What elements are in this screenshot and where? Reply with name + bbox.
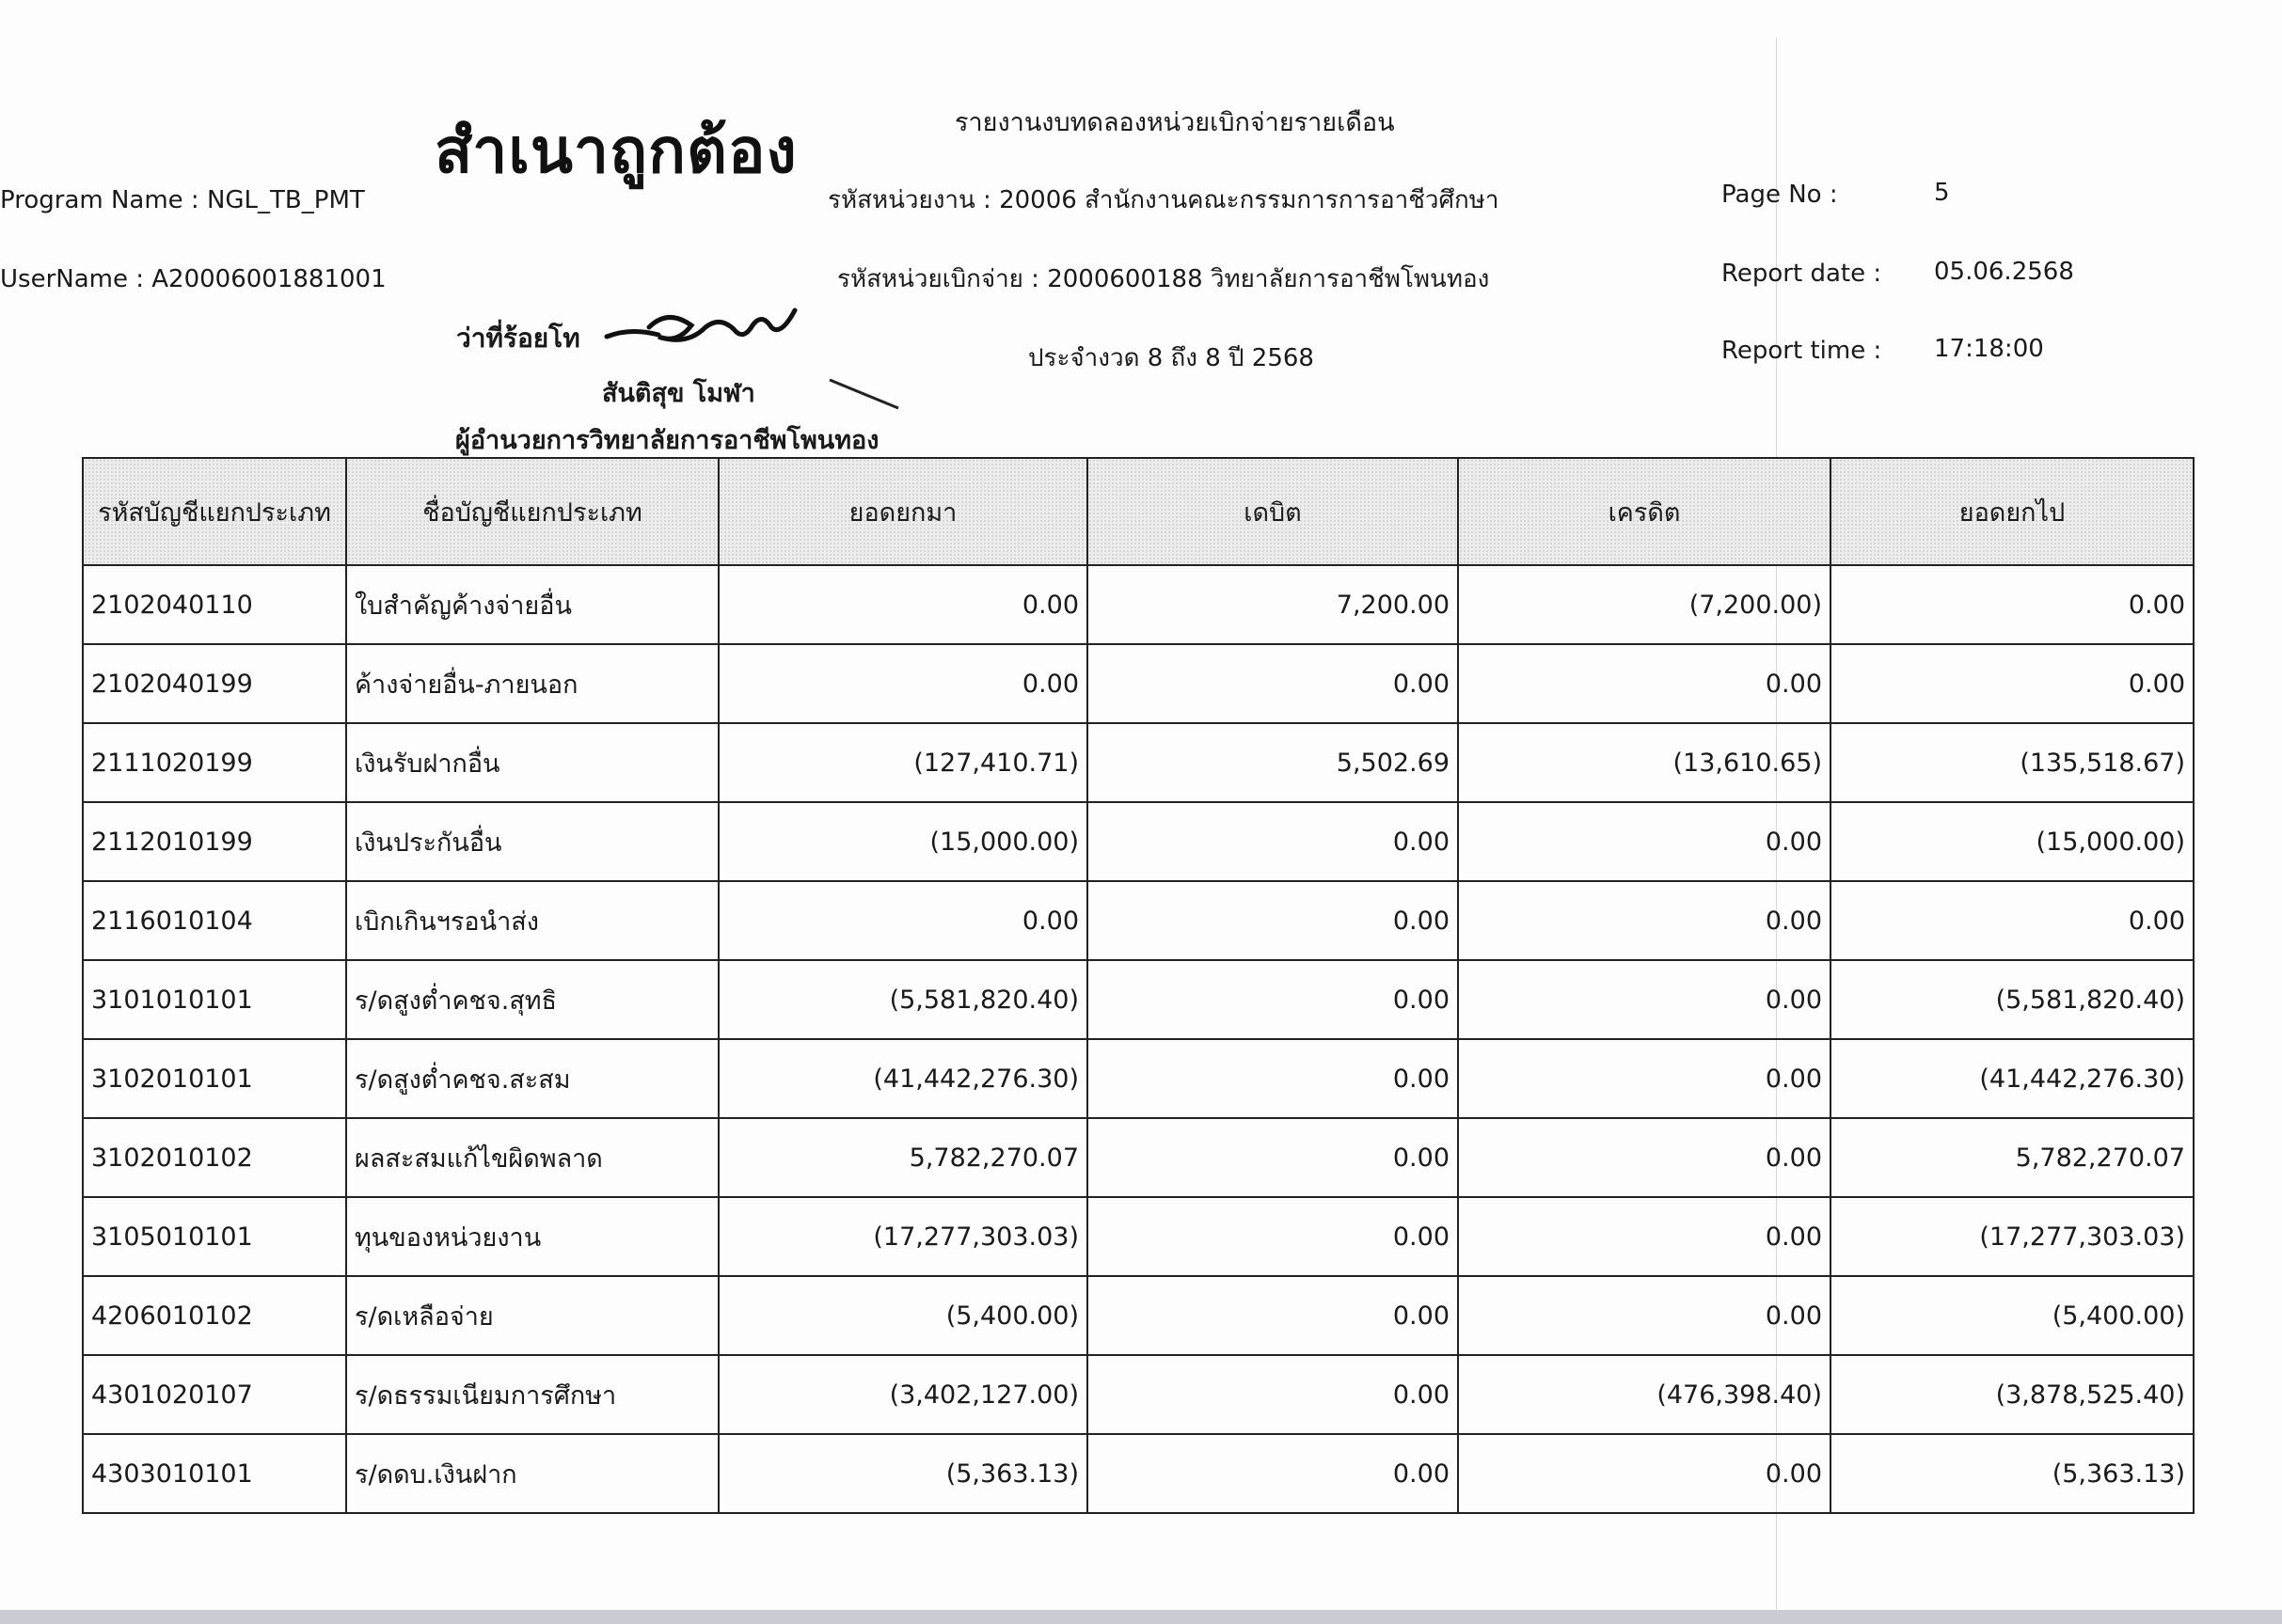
trial-balance-table [82,457,2195,1514]
credit-cell: (13,610.65) [1458,723,1830,802]
table-row [83,1197,2194,1276]
debit-cell: 0.00 [1087,644,1458,723]
account-code-cell: 4303010101 [83,1434,346,1513]
table-row [83,1276,2194,1355]
credit-cell: 0.00 [1458,881,1830,960]
account-code-cell: 3102010102 [83,1118,346,1197]
account-name-cell: ค้างจ่ายอื่น-ภายนอก [346,644,719,723]
credit-cell: 0.00 [1458,1434,1830,1513]
account-name-cell: เงินประกันอื่น [346,802,719,881]
opening-balance-cell: 0.00 [719,644,1087,723]
debit-cell: 0.00 [1087,1118,1458,1197]
opening-balance-cell: 5,782,270.07 [719,1118,1087,1197]
credit-cell: (476,398.40) [1458,1355,1830,1434]
credit-cell: 0.00 [1458,802,1830,881]
opening-balance-cell: (127,410.71) [719,723,1087,802]
debit-cell: 0.00 [1087,1276,1458,1355]
account-code-cell: 2112010199 [83,802,346,881]
signatory-name: สันติสุข โมฬา [602,379,755,408]
opening-balance-cell: 0.00 [719,881,1087,960]
account-code-cell: 3105010101 [83,1197,346,1276]
debit-cell: 5,502.69 [1087,723,1458,802]
header-account-code: รหัสบัญชีแยกประเภท [83,458,346,565]
closing-balance-cell: (5,581,820.40) [1830,960,2194,1039]
disbursement-unit: รหัสหน่วยเบิกจ่าย : 2000600188 วิทยาลัยการอาชีพโพนทอง [837,265,1490,293]
closing-balance-cell: (17,277,303.03) [1830,1197,2194,1276]
account-name-cell: เบิกเกินฯรอนำส่ง [346,881,719,960]
report-title: รายงานงบทดลองหน่วยเบิกจ่ายรายเดือน [955,108,1395,137]
account-code-cell: 2111020199 [83,723,346,802]
credit-cell: 0.00 [1458,1197,1830,1276]
credit-cell: 0.00 [1458,1276,1830,1355]
signatory-rank: ว่าที่ร้อยโท [456,323,580,354]
opening-balance-cell: 0.00 [719,565,1087,644]
account-code-cell: 2116010104 [83,881,346,960]
header-opening-balance: ยอดยกมา [719,458,1087,565]
table-row [83,960,2194,1039]
account-name-cell: เงินรับฝากอื่น [346,723,719,802]
report-date-label: Report date : [1721,260,1882,288]
opening-balance-cell: (3,402,127.00) [719,1355,1087,1434]
report-time-label: Report time : [1721,337,1882,365]
debit-cell: 0.00 [1087,802,1458,881]
account-code-cell: 4206010102 [83,1276,346,1355]
debit-cell: 0.00 [1087,1355,1458,1434]
user-name: UserName : A20006001881001 [0,265,387,293]
certified-copy-stamp: สำเนาถูกต้อง [435,114,798,187]
credit-cell: 0.00 [1458,1118,1830,1197]
page-no-label: Page No : [1721,181,1838,209]
handwritten-signature [602,299,809,355]
closing-balance-cell: (135,518.67) [1830,723,2194,802]
header-closing-balance: ยอดยกไป [1830,458,2194,565]
closing-balance-cell: (3,878,525.40) [1830,1355,2194,1434]
table-row [83,723,2194,802]
account-code-cell: 2102040110 [83,565,346,644]
opening-balance-cell: (5,400.00) [719,1276,1087,1355]
opening-balance-cell: (5,363.13) [719,1434,1087,1513]
account-name-cell: ทุนของหน่วยงาน [346,1197,719,1276]
account-name-cell: ใบสำคัญค้างจ่ายอื่น [346,565,719,644]
account-code-cell: 3102010101 [83,1039,346,1118]
debit-cell: 0.00 [1087,1434,1458,1513]
credit-cell: 0.00 [1458,1039,1830,1118]
account-code-cell: 3101010101 [83,960,346,1039]
table-row [83,881,2194,960]
opening-balance-cell: (17,277,303.03) [719,1197,1087,1276]
account-name-cell: ร/ดธรรมเนียมการศึกษา [346,1355,719,1434]
table-row [83,1118,2194,1197]
closing-balance-cell: 5,782,270.07 [1830,1118,2194,1197]
report-period: ประจำงวด 8 ถึง 8 ปี 2568 [1028,344,1314,372]
closing-balance-cell: (5,400.00) [1830,1276,2194,1355]
table-row [83,565,2194,644]
debit-cell: 0.00 [1087,1197,1458,1276]
opening-balance-cell: (41,442,276.30) [719,1039,1087,1118]
signatory-position: ผู้อำนวยการวิทยาลัยการอาชีพโพนทอง [455,426,880,455]
header-debit: เดบิต [1087,458,1458,565]
page-no-value: 5 [1934,179,1950,207]
table-row [83,1039,2194,1118]
header-account-name: ชื่อบัญชีแยกประเภท [346,458,719,565]
opening-balance-cell: (15,000.00) [719,802,1087,881]
table-header-row [83,458,2194,565]
report-date-value: 05.06.2568 [1934,258,2074,286]
account-code-cell: 4301020107 [83,1355,346,1434]
account-name-cell: ร/ดดบ.เงินฝาก [346,1434,719,1513]
header-credit: เครดิต [1458,458,1830,565]
opening-balance-cell: (5,581,820.40) [719,960,1087,1039]
account-name-cell: ร/ดสูงต่ำคชจ.สะสม [346,1039,719,1118]
closing-balance-cell: (5,363.13) [1830,1434,2194,1513]
credit-cell: 0.00 [1458,960,1830,1039]
account-code-cell: 2102040199 [83,644,346,723]
program-name: Program Name : NGL_TB_PMT [0,186,365,214]
account-name-cell: ผลสะสมแก้ไขผิดพลาด [346,1118,719,1197]
credit-cell: 0.00 [1458,644,1830,723]
account-name-cell: ร/ดสูงต่ำคชจ.สุทธิ [346,960,719,1039]
debit-cell: 0.00 [1087,881,1458,960]
table-row [83,1355,2194,1434]
table-row [83,1434,2194,1513]
pen-stroke-mark [828,376,903,414]
debit-cell: 0.00 [1087,1039,1458,1118]
scan-bottom-edge [0,1610,2282,1624]
credit-cell: (7,200.00) [1458,565,1830,644]
table-row [83,644,2194,723]
closing-balance-cell: 0.00 [1830,881,2194,960]
account-name-cell: ร/ดเหลือจ่าย [346,1276,719,1355]
closing-balance-cell: (15,000.00) [1830,802,2194,881]
debit-cell: 0.00 [1087,960,1458,1039]
closing-balance-cell: 0.00 [1830,565,2194,644]
debit-cell: 7,200.00 [1087,565,1458,644]
closing-balance-cell: (41,442,276.30) [1830,1039,2194,1118]
closing-balance-cell: 0.00 [1830,644,2194,723]
report-time-value: 17:18:00 [1934,335,2044,363]
agency-code: รหัสหน่วยงาน : 20006 สำนักงานคณะกรรมการการอาชีวศึกษา [828,186,1499,214]
table-row [83,802,2194,881]
